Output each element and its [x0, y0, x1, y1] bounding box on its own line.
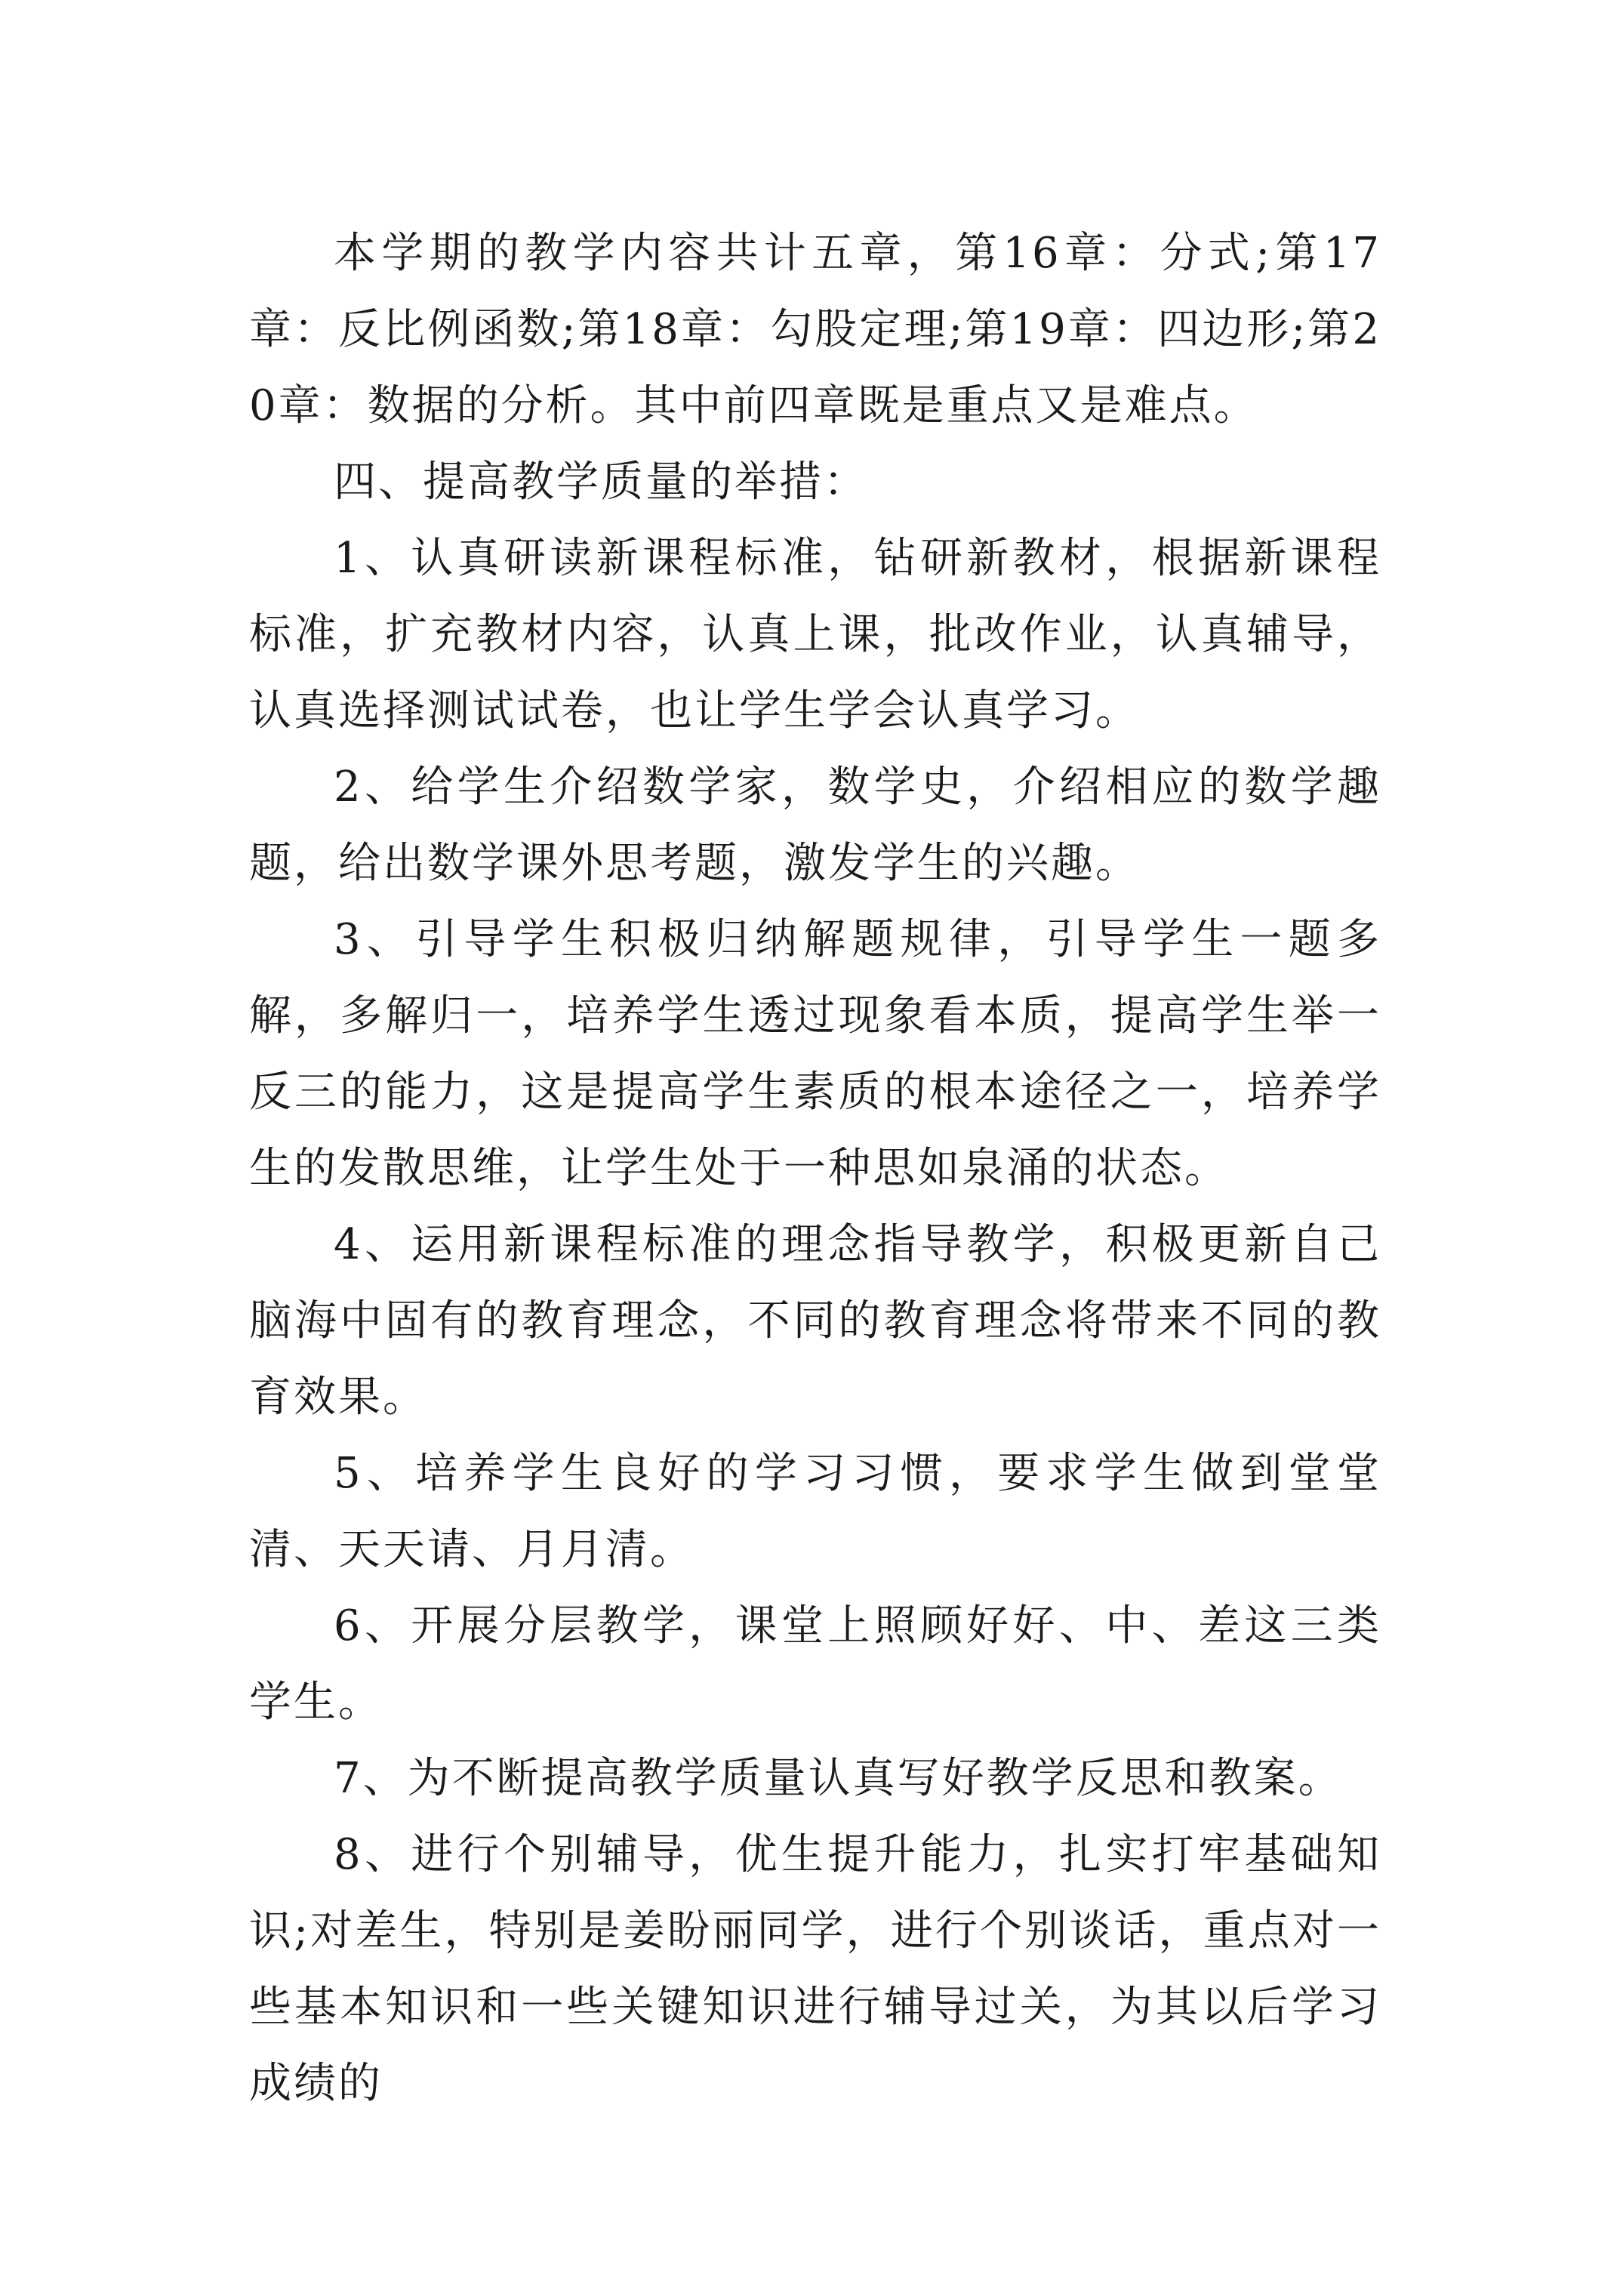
paragraph-measure-2: 2、给学生介绍数学家，数学史，介绍相应的数学趣题，给出数学课外思考题，激发学生的兴趣。: [249, 763, 1381, 888]
paragraph-chapter-overview: 本学期的教学内容共计五章，第16章：分式;第17章：反比例函数;第18章：勾股定理;第19章：四边形;第20章：数据的分析。其中前四章既是重点又是难点。: [249, 229, 1381, 430]
paragraph-measure-6: 6、开展分层教学，课堂上照顾好好、中、差这三类学生。: [249, 1601, 1381, 1727]
paragraph-measure-7: 7、为不断提高教学质量认真写好教学反思和教案。: [334, 1754, 1343, 1803]
section-heading-measures: 四、提高教学质量的举措：: [334, 458, 868, 507]
document-body: [249, 215, 1381, 2122]
paragraph-measure-3: 3、引导学生积极归纳解题规律，引导学生一题多解，多解归一，培养学生透过现象看本质，提高学生举一反三的能力，这是提高学生素质的根本途径之一，培养学生的发散思维，让学生处于一种思如泉涌的状态。: [249, 915, 1381, 1193]
paragraph-measure-1: 1、认真研读新课程标准，钻研新教材，根据新课程标准，扩充教材内容，认真上课，批改作业，认真辅导，认真选择测试试卷，也让学生学会认真学习。: [249, 534, 1381, 735]
paragraph-measure-8: 8、进行个别辅导，优生提升能力，扎实打牢基础知识;对差生，特别是姜盼丽同学，进行个别谈话，重点对一些基本知识和一些关键知识进行辅导过关，为其以后学习成绩的: [249, 1830, 1381, 2108]
paragraph-measure-5: 5、培养学生良好的学习习惯，要求学生做到堂堂清、天天请、月月清。: [249, 1449, 1381, 1574]
paragraph-measure-4: 4、运用新课程标准的理念指导教学，积极更新自己脑海中固有的教育理念，不同的教育理念将带来不同的教育效果。: [249, 1220, 1381, 1422]
